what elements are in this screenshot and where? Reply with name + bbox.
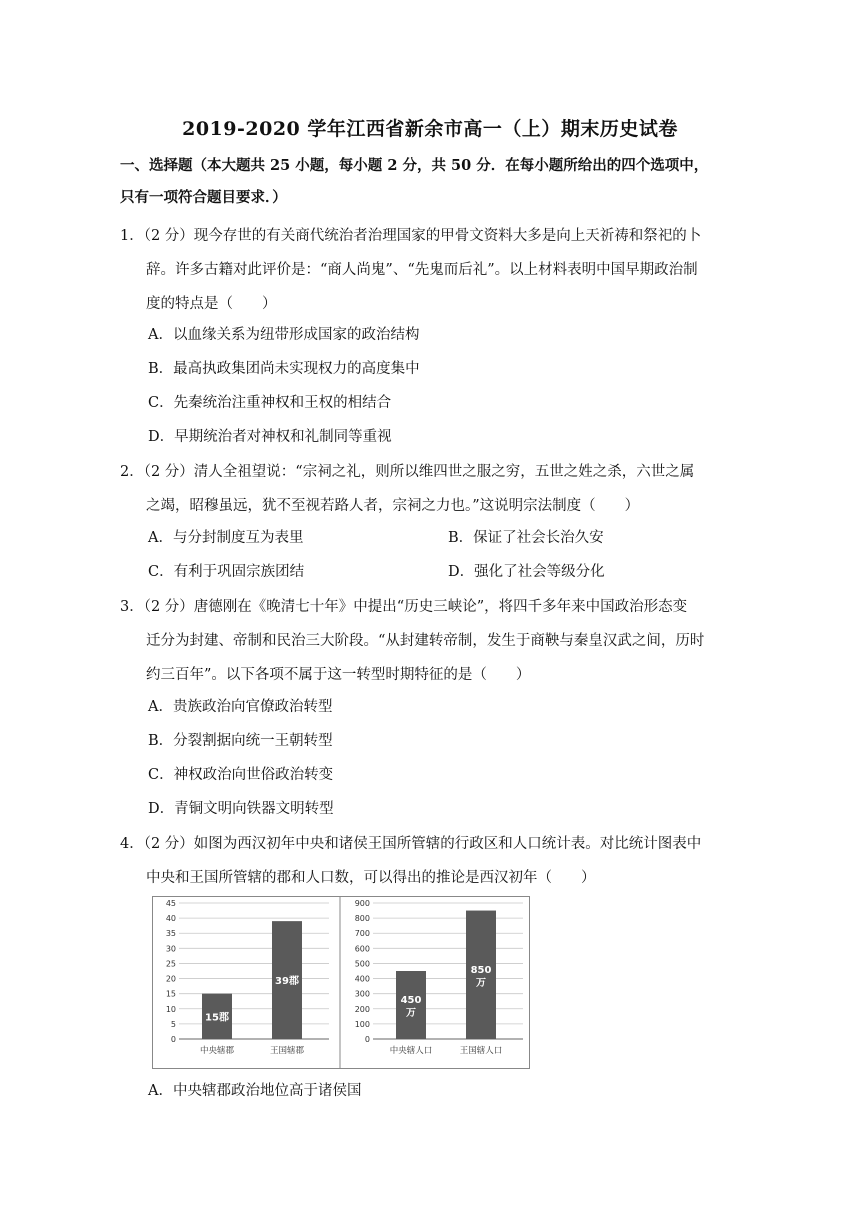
y-tick-label: 0: [364, 1035, 370, 1044]
y-tick-label: 40: [165, 914, 176, 924]
q2-option-a[interactable]: A．与分封制度互为表里: [148, 530, 304, 546]
question-3-line: 约三百年”。以下各项不属于这一转型时期特征的是（ ）: [146, 667, 531, 683]
bar-data-label: 15郡: [205, 1012, 229, 1024]
charts-svg: [153, 897, 529, 1068]
bar-data-label-unit: 万: [406, 1008, 416, 1019]
question-2-line: 之竭，昭穆虽远，犹不至视若路人者，宗祠之力也。”这说明宗法制度（ ）: [146, 498, 640, 514]
q3-option-d[interactable]: D．青铜文明向铁器文明转型: [148, 801, 334, 817]
q1-option-c[interactable]: C．先秦统治注重神权和王权的相结合: [148, 395, 392, 411]
statistics-chart-figure: [152, 896, 530, 1069]
question-1-line: 辞。许多古籍对此评价是：“商人尚鬼”、“先鬼而后礼”。以上材料表明中国早期政治制: [146, 262, 698, 278]
x-category-label: 中央辖郡: [199, 1046, 235, 1056]
bar-data-label-unit: 万: [476, 977, 486, 989]
question-2-stem: [120, 455, 740, 523]
y-tick-label: 800: [354, 914, 370, 924]
q2-option-c[interactable]: C．有利于巩固宗族团结: [148, 564, 305, 580]
q3-option-c[interactable]: C．神权政治向世俗政治转变: [148, 767, 334, 783]
y-tick-label: 0: [170, 1035, 176, 1044]
y-tick-label: 700: [354, 929, 370, 939]
y-tick-label: 200: [354, 1004, 370, 1014]
question-1-line: 1．（2 分）现今存世的有关商代统治者治理国家的甲骨文资料大多是向上天祈祷和祭祀的卜: [120, 228, 702, 244]
question-1-stem: [120, 219, 740, 321]
y-tick-label: 10: [165, 1004, 176, 1014]
section-heading: [120, 150, 740, 214]
y-tick-label: 20: [165, 974, 176, 984]
bar-data-label: 850: [470, 964, 492, 976]
q3-option-b[interactable]: B．分裂割据向统一王朝转型: [148, 733, 333, 749]
bar-data-label: 39郡: [275, 976, 299, 988]
q2-option-b[interactable]: B．保证了社会长治久安: [448, 530, 604, 546]
y-tick-label: 300: [354, 989, 370, 999]
question-3-stem: [120, 590, 740, 692]
y-tick-label: 5: [170, 1019, 176, 1029]
q1-option-a[interactable]: A．以血缘关系为纽带形成国家的政治结构: [148, 327, 420, 343]
q2-option-d[interactable]: D．强化了社会等级分化: [448, 564, 605, 580]
question-4-stem: [120, 827, 740, 895]
y-tick-label: 15: [165, 989, 176, 999]
y-tick-label: 45: [165, 899, 176, 908]
question-4-line: 4．（2 分）如图为西汉初年中央和诸侯王国所管辖的行政区和人口统计表。对比统计图表中: [120, 836, 702, 852]
y-tick-label: 400: [354, 974, 370, 984]
y-tick-label: 30: [165, 944, 176, 954]
question-3-line: 迁分为封建、帝制和民治三大阶段。“从封建转帝制，发生于商鞅与秦皇汉武之间，历时: [146, 633, 705, 649]
section-heading-line: 一、选择题（本大题共 25 小题，每小题 2 分，共 50 分．在每小题所给出的四个选项中，: [120, 157, 709, 174]
y-tick-label: 900: [354, 899, 370, 908]
section-heading-line: 只有一项符合题目要求．）: [120, 189, 287, 206]
x-category-label: 中央辖人口: [389, 1046, 433, 1056]
question-2-line: 2．（2 分）清人全祖望说：“宗祠之礼，则所以维四世之服之穷，五世之姓之杀，六世之属: [120, 464, 695, 480]
q1-option-b[interactable]: B．最高执政集团尚未实现权力的高度集中: [148, 361, 420, 377]
q3-option-a[interactable]: A．贵族政治向官僚政治转型: [148, 699, 333, 715]
question-3-line: 3．（2 分）唐德刚在《晚清七十年》中提出“历史三峡论”，将四千多年来中国政治形态变: [120, 599, 688, 615]
y-tick-label: 500: [354, 959, 370, 969]
x-category-label: 王国辖郡: [269, 1046, 305, 1056]
y-tick-label: 600: [354, 944, 370, 954]
y-tick-label: 35: [165, 929, 176, 939]
q1-option-d[interactable]: D．早期统治者对神权和礼制同等重视: [148, 429, 392, 445]
q4-option-a[interactable]: A．中央辖郡政治地位高于诸侯国: [148, 1083, 362, 1099]
question-1-line: 度的特点是（ ）: [146, 296, 277, 312]
y-tick-label: 100: [354, 1019, 370, 1029]
x-category-label: 王国辖人口: [459, 1046, 503, 1056]
question-4-line: 中央和王国所管辖的郡和人口数，可以得出的推论是西汉初年（ ）: [146, 870, 596, 886]
y-tick-label: 25: [165, 959, 176, 969]
bar-data-label: 450: [400, 995, 422, 1006]
page-title: 2019-2020 学年江西省新余市高一（上）期末历史试卷: [182, 118, 678, 140]
